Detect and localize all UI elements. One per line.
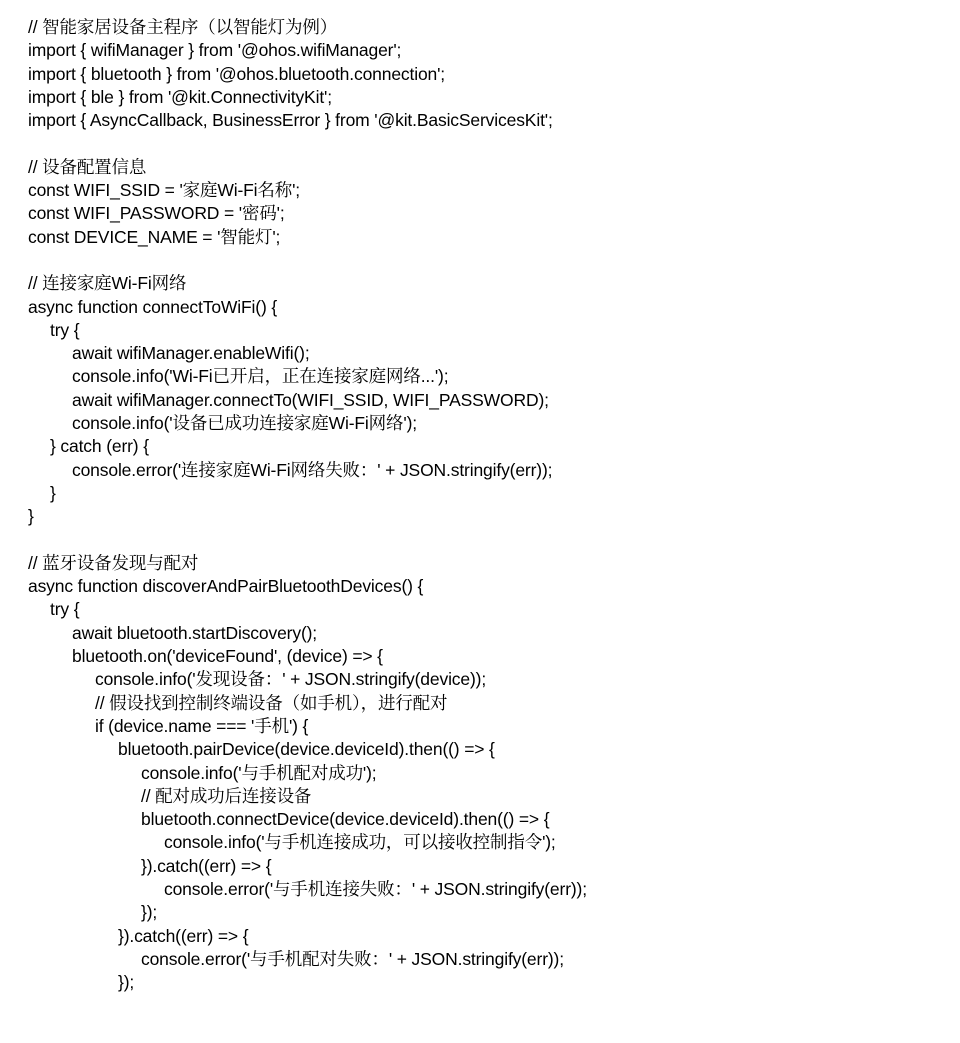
- code-line: const DEVICE_NAME = '智能灯';: [28, 226, 281, 247]
- code-line: if (device.name === '手机') {: [95, 715, 309, 736]
- code-line: bluetooth.connectDevice(device.deviceId).then(() => {: [141, 809, 550, 830]
- code-line: const WIFI_PASSWORD = '密码';: [28, 203, 285, 224]
- code-line: console.error('连接家庭Wi-Fi网络失败：' + JSON.stringify(err));: [72, 459, 553, 480]
- code-line: console.info('Wi-Fi已开启，正在连接家庭网络...');: [72, 366, 449, 387]
- code-line: console.error('与手机配对失败：' + JSON.stringify(err));: [141, 948, 564, 969]
- code-line: }).catch((err) => {: [141, 855, 272, 876]
- code-line: await wifiManager.enableWifi();: [72, 343, 310, 364]
- code-line: import { wifiManager } from '@ohos.wifiManager';: [28, 40, 402, 61]
- code-line: async function connectToWiFi() {: [28, 296, 278, 317]
- code-line: try {: [50, 319, 80, 340]
- code-line: const WIFI_SSID = '家庭Wi-Fi名称';: [28, 180, 300, 201]
- code-line: console.info('发现设备：' + JSON.stringify(device));: [95, 669, 487, 690]
- code-line: } catch (err) {: [50, 436, 149, 457]
- code-line: bluetooth.on('deviceFound', (device) => {: [72, 646, 383, 667]
- code-line: console.error('与手机连接失败：' + JSON.stringify(err));: [164, 878, 587, 899]
- code-line: console.info('与手机配对成功');: [141, 762, 377, 783]
- code-line: // 智能家居设备主程序（以智能灯为例）: [28, 17, 338, 37]
- code-line: }).catch((err) => {: [118, 925, 249, 946]
- code-line: await wifiManager.connectTo(WIFI_SSID, WIFI_PASSWORD);: [72, 389, 549, 410]
- code-line: try {: [50, 599, 80, 620]
- code-line: // 设备配置信息: [28, 156, 147, 177]
- blank-line: [28, 249, 960, 272]
- code-line: // 假设找到控制终端设备（如手机），进行配对: [95, 692, 448, 713]
- code-line: // 连接家庭Wi-Fi网络: [28, 273, 187, 294]
- code-line: // 蓝牙设备发现与配对: [28, 552, 199, 573]
- code-line: import { bluetooth } from '@ohos.bluetooth.connection';: [28, 63, 446, 84]
- code-line: });: [141, 902, 158, 923]
- code-line: // 配对成功后连接设备: [141, 785, 312, 806]
- code-line: import { ble } from '@kit.ConnectivityKit';: [28, 86, 332, 107]
- code-line: console.info('设备已成功连接家庭Wi-Fi网络');: [72, 413, 417, 434]
- blank-line: [28, 529, 960, 552]
- code-line: import { AsyncCallback, BusinessError } from '@kit.BasicServicesKit';: [28, 110, 553, 131]
- code-line: }: [50, 482, 56, 503]
- code-line: await bluetooth.startDiscovery();: [72, 622, 318, 643]
- code-line: async function discoverAndPairBluetoothDevices() {: [28, 576, 424, 597]
- blank-line: [28, 132, 960, 155]
- code-line: });: [118, 972, 135, 993]
- code-line: bluetooth.pairDevice(device.deviceId).then(() => {: [118, 739, 495, 760]
- code-line: }: [28, 506, 34, 527]
- code-line: console.info('与手机连接成功，可以接收控制指令');: [164, 832, 556, 853]
